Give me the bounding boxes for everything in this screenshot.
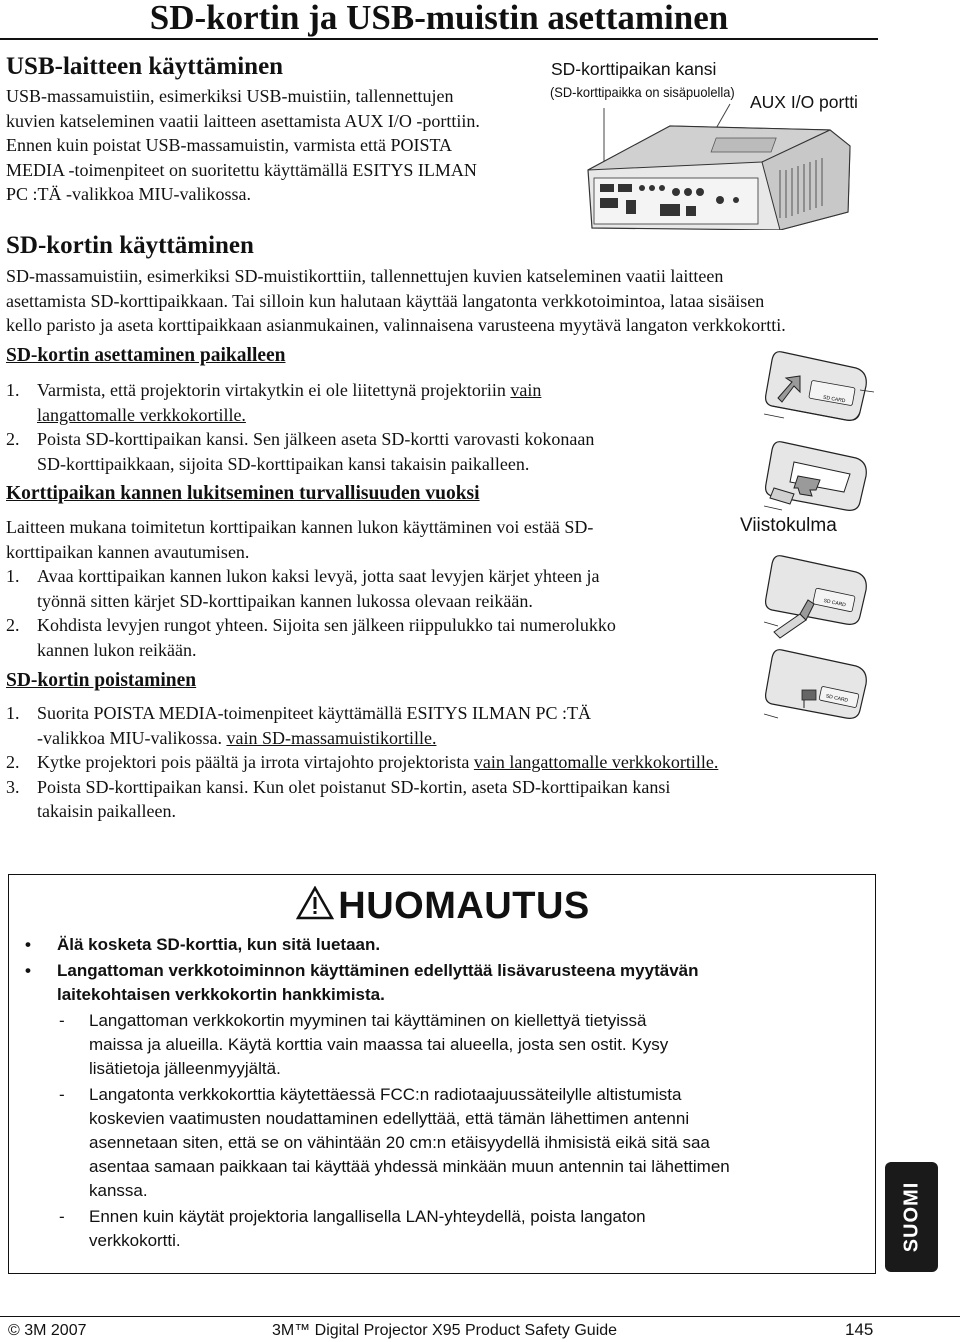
notice-content — [25, 933, 865, 1253]
list-item — [6, 613, 746, 662]
list-item — [6, 378, 726, 427]
step-text: Kytke projektori pois päältä ja irrota virtajohto projektorista — [37, 752, 474, 772]
card-label: SD CARD — [825, 693, 849, 704]
underline-text: langattomalle verkkokortille. — [37, 404, 246, 425]
step-text: takaisin paikalleen. — [37, 801, 176, 821]
step-text: SD-korttipaikkaan, sijoita SD-korttipaikan kansi takaisin paikalleen. — [37, 453, 530, 474]
notice-dash-text: koskevien vaatimusten noudattaminen edellyttää, että tämän lähettimen antenni — [89, 1109, 690, 1128]
step-text: Poista SD-korttipaikan kansi. Kun olet poistanut SD-kortin, aseta SD-korttipaikan kansi — [37, 776, 671, 797]
bullet-mark: • — [25, 961, 31, 980]
sd-cover-label: SD-korttipaikan kansi — [551, 59, 717, 79]
list-item — [6, 701, 886, 750]
notice-bullet-text: Langattoman verkkotoiminnon käyttäminen edellyttää lisävarusteena myytävän — [57, 961, 699, 980]
lock-intro-line: korttipaikan kannen avautumisen. — [6, 541, 250, 562]
step-text: Varmista, että projektorin virtakytkin ei ole liitettynä projektoriin — [37, 380, 511, 400]
step-number: 1. — [6, 703, 20, 723]
step-number: 2. — [6, 615, 20, 635]
usb-paragraph — [6, 84, 546, 207]
dash-mark: - — [59, 1085, 65, 1104]
sd-line: SD-massamuistiin, esimerkiksi SD-muistikorttiin, tallennettujen kuvien katseleminen vaatii laitteen — [6, 266, 724, 286]
step-text: Poista SD-korttipaikan kansi. Sen jälkeen aseta SD-kortti varovasti kokonaan — [37, 429, 595, 449]
card-label: SD CARD — [822, 597, 847, 609]
step-text: Avaa korttipaikan kannen lukon kaksi levyä, jotta saat levyjen kärjet yhteen ja — [37, 566, 600, 586]
notice-box — [8, 874, 876, 1274]
step-number: 2. — [6, 752, 20, 772]
footer-divider — [0, 1316, 960, 1317]
notice-dash-item — [25, 1083, 865, 1203]
sd-heading: SD-kortin käyttäminen — [6, 232, 254, 259]
usb-line: kuvien katseleminen vaatii laitteen asettamista AUX I/O -porttiin. — [6, 110, 480, 131]
lock-intro-line: Laitteen mukana toimitetun korttipaikan kannen lukon käyttäminen voi estää SD- — [6, 517, 594, 537]
notice-dash-text: asentaa samaan paikkaan tai käyttää yhdessä minkään muun antennin tai lähettimen — [89, 1157, 730, 1176]
step-number: 2. — [6, 429, 20, 449]
dash-mark: - — [59, 1011, 65, 1030]
card-label: SD CARD — [822, 394, 846, 405]
notice-dash-item — [25, 1009, 865, 1081]
lock-heading: Korttipaikan kannen lukitseminen turvallisuuden vuoksi — [6, 483, 480, 504]
notice-dash-text: Langattoman verkkokortin myyminen tai käyttäminen on kiellettyä tietyissä — [89, 1011, 647, 1030]
step-text: Suorita POISTA MEDIA-toimenpiteet käyttämällä ESITYS ILMAN PC :TÄ — [37, 703, 592, 723]
notice-bullet — [25, 959, 865, 1007]
page-title: SD-kortin ja USB-muistin asettaminen — [149, 0, 729, 37]
underline-text: vain langattomalle verkkokortille. — [473, 752, 719, 772]
sd-line: asettamista SD-korttipaikkaan. Tai silloin kun halutaan käyttää langatonta verkkotoimintoa, lataa sisäisen — [6, 290, 765, 311]
dash-mark: - — [59, 1207, 65, 1226]
language-tab-label: SUOMI — [900, 1181, 922, 1253]
underline-text: vain — [510, 380, 542, 400]
warning-icon — [296, 886, 334, 920]
notice-bullet-text: Älä kosketa SD-korttia, kun sitä luetaan. — [57, 935, 381, 954]
step-number: 3. — [6, 776, 20, 797]
projector-back-illustration — [580, 100, 860, 230]
aux-port-label: AUX I/O portti — [750, 92, 858, 112]
usb-line: Ennen kuin poistat USB-massamuistin, varmista että POISTA — [6, 135, 453, 155]
list-item — [6, 775, 886, 824]
sd-line: kello paristo ja aseta korttipaikkaan asianmukainen, valinnaisena varusteena myytävä langaton verkkokortti. — [6, 315, 786, 335]
lock-steps — [6, 564, 746, 662]
lock-intro — [6, 515, 736, 564]
list-item — [6, 750, 886, 775]
usb-line: USB-massamuistiin, esimerkiksi USB-muistiin, tallennettujen — [6, 86, 454, 106]
notice-dash-text: Langatonta verkkokorttia käytettäessä FCC:n radiotaajuussäteilylle altistumista — [89, 1085, 682, 1104]
underline-text: vain SD-massamuistikortille. — [226, 727, 437, 748]
list-item — [6, 427, 726, 476]
remove-steps — [6, 701, 886, 824]
usb-heading: USB-laitteen käyttäminen — [6, 53, 284, 80]
notice-bullet-text: laitekohtaisen verkkokortin hankkimista. — [57, 985, 385, 1004]
notice-dash-text: verkkokortti. — [89, 1231, 181, 1250]
list-item — [6, 564, 746, 613]
footer-copyright: © 3M 2007 — [8, 1322, 87, 1339]
language-tab — [885, 1162, 938, 1272]
remove-heading: SD-kortin poistaminen — [6, 670, 197, 691]
step-number: 1. — [6, 380, 20, 400]
notice-dash-text: asennetaan siten, että se on vähintään 20 cm:n etäisyydellä ihmisistä eikä sitä saa — [89, 1133, 710, 1152]
step-text: työnnä sitten kärjet SD-korttipaikan kannen lukossa olevaan reikään. — [37, 590, 533, 611]
bullet-mark: • — [25, 935, 31, 954]
step-text: kannen lukon reikään. — [37, 639, 197, 660]
notice-dash-text: maissa ja alueilla. Käytä korttia vain maassa tai alueella, josta sen ostit. Kysy — [89, 1035, 669, 1054]
notice-dash-text: Ennen kuin käytät projektoria langallisella LAN-yhteydellä, poista langaton — [89, 1207, 646, 1226]
notice-dash-item — [25, 1205, 865, 1253]
notice-title-text: HUOMAUTUS — [338, 885, 590, 927]
insert-heading: SD-kortin asettaminen paikalleen — [6, 345, 286, 366]
footer-guide-title: 3M™ Digital Projector X95 Product Safety Guide — [272, 1322, 618, 1339]
notice-title — [9, 885, 877, 928]
insert-steps — [6, 378, 726, 476]
step-text: -valikkoa MIU-valikossa. — [37, 727, 227, 748]
sd-slot-cover-illustration — [764, 346, 874, 436]
step-text: Kohdista levyjen rungot yhteen. Sijoita sen jälkeen riippulukko tai numerolukko — [37, 615, 616, 635]
notice-bullet — [25, 933, 865, 957]
sd-card-insert-illustration — [764, 436, 874, 526]
sd-paragraph — [6, 264, 886, 338]
sd-cover-note: (SD-korttipaikka on sisäpuolella) — [550, 84, 735, 100]
sd-lock-plates-illustration — [764, 550, 874, 650]
step-number: 1. — [6, 566, 20, 586]
notice-dash-text: kanssa. — [89, 1181, 148, 1200]
page-number: 145 — [845, 1320, 874, 1339]
side-label: Viistokulma — [740, 515, 837, 536]
usb-line: PC :TÄ -valikkoa MIU-valikossa. — [6, 184, 251, 204]
notice-dash-text: lisätietoja jälleenmyyjältä. — [89, 1059, 281, 1078]
usb-line: MEDIA -toimenpiteet on suoritettu käyttämällä ESITYS ILMAN — [6, 159, 477, 180]
title-divider — [0, 38, 878, 40]
